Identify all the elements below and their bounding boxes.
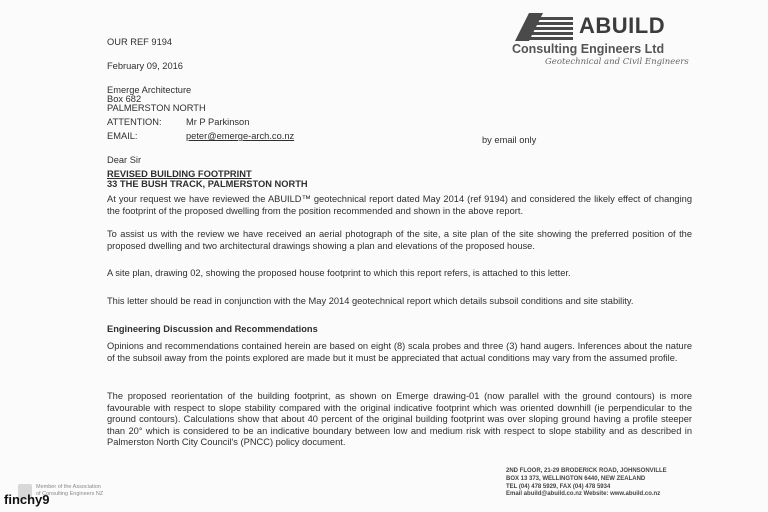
body-paragraph: To assist us with the review we have received an aerial photograph of the site, a site plan of the site showing the preferred position of the proposed dwelling and two architectural drawings showing a plan and elevations of the proposed house. bbox=[107, 229, 692, 251]
footer-line: BOX 13 373, WELLINGTON 6440, NEW ZEALAND bbox=[506, 475, 646, 482]
address-line: PALMERSTON NORTH bbox=[107, 103, 206, 113]
subject-address: 33 THE BUSH TRACK, PALMERSTON NORTH bbox=[107, 179, 308, 189]
body-paragraph: This letter should be read in conjunction with the May 2014 geotechnical report which details subsoil conditions and site stability. bbox=[107, 296, 634, 306]
reference-number: OUR REF 9194 bbox=[107, 37, 173, 47]
company-subtitle: Consulting Engineers Ltd bbox=[512, 42, 665, 56]
abuild-logo-icon bbox=[515, 13, 577, 41]
footer-address bbox=[506, 468, 741, 499]
salutation: Dear Sir bbox=[107, 155, 142, 165]
footer-line: 2ND FLOOR, 21-29 BRODERICK ROAD, JOHNSONVILLE bbox=[506, 468, 667, 474]
delivery-note: by email only bbox=[482, 135, 537, 145]
address-line: Emerge Architecture bbox=[107, 85, 192, 95]
body-paragraph: The proposed reorientation of the building footprint, as shown on Emerge drawing-01 (now parallel with the ground contours) is more favourable with respect to slope stability compared with the original indicative footprint which was oriented downhill (ie perpendicular to the ground contours). Calculations show that about 40 percent of the original building footprint was over sloping ground having a profile steeper than 20° which is considered to be an indicative boundary between low and medium risk with respect to slope stability and as described in Palmerston North City Council's (PNCC) policy document. bbox=[107, 391, 692, 448]
body-paragraph: Opinions and recommendations contained herein are based on eight (8) scala probes and three (3) hand augers. Inferences about the nature of the subsoil away from the points explored are made but it must be appreciated that actual conditions may vary from the assumed profile. bbox=[107, 341, 692, 363]
association-line: of Consulting Engineers NZ bbox=[36, 491, 104, 497]
address-line: Box 682 bbox=[107, 94, 142, 104]
letter-date: February 09, 2016 bbox=[107, 61, 183, 71]
section-heading: Engineering Discussion and Recommendations bbox=[107, 324, 318, 334]
email-label: EMAIL: bbox=[107, 131, 138, 141]
email-link[interactable]: peter@emerge-arch.co.nz bbox=[186, 131, 295, 141]
subject-line: REVISED BUILDING FOOTPRINT bbox=[107, 169, 252, 179]
footer-line: TEL (04) 478 5929, FAX (04) 478 5934 bbox=[506, 483, 611, 490]
footer-line: Email abuild@abuild.co.nz Website: www.abuild.co.nz bbox=[506, 491, 661, 498]
attention-label: ATTENTION: bbox=[107, 117, 162, 127]
body-paragraph: At your request we have reviewed the ABUILD™ geotechnical report dated May 2014 (ref 9194) and considered the likely effect of changing the footprint of the proposed dwelling from the position recommended and shown in the above report. bbox=[107, 194, 692, 216]
company-tagline: Geotechnical and Civil Engineers bbox=[545, 57, 689, 67]
attention-value: Mr P Parkinson bbox=[186, 117, 250, 127]
body-paragraph: A site plan, drawing 02, showing the proposed house footprint to which this report refers, is attached to this letter. bbox=[107, 268, 571, 278]
company-name: ABUILD bbox=[579, 13, 666, 38]
association-line: Member of the Association bbox=[36, 484, 101, 490]
watermark-text: finchy9 bbox=[4, 492, 50, 507]
